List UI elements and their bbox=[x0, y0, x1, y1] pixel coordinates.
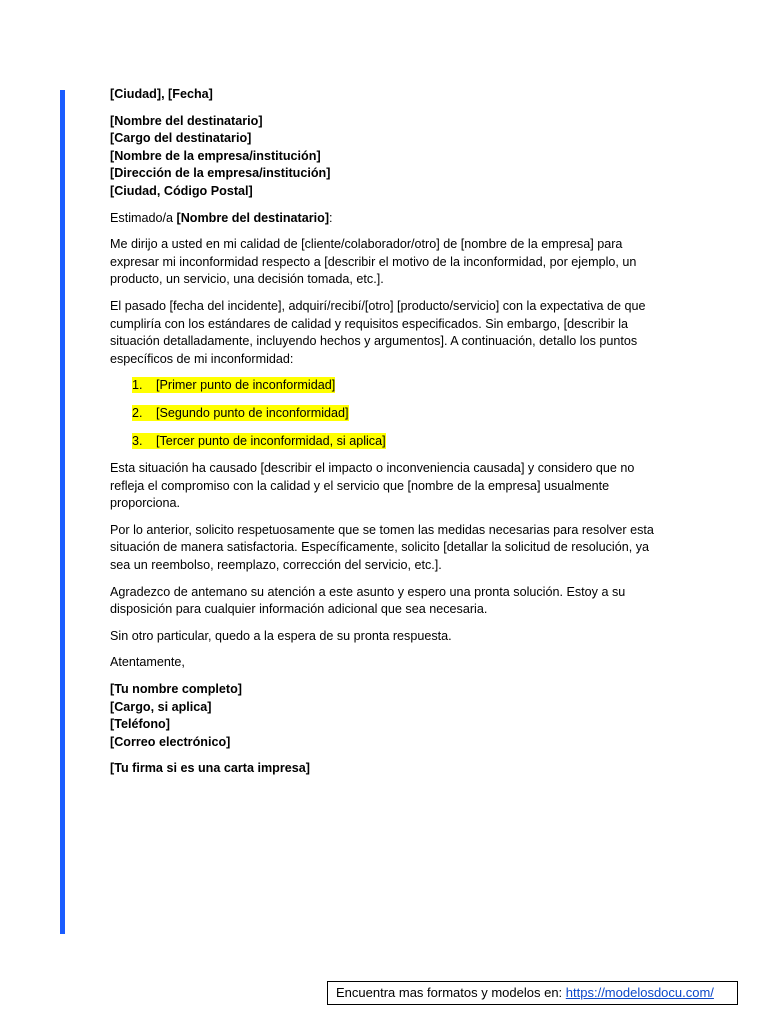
list-number: 3. bbox=[132, 433, 143, 448]
recipient-block bbox=[110, 113, 655, 201]
signature-title: [Cargo, si aplica] bbox=[110, 699, 212, 714]
footer-banner bbox=[327, 981, 738, 1005]
paragraph-intro: Me dirijo a usted en mi calidad de [cliente/colaborador/otro] de [nombre de la empresa] para expresar mi inconformidad respecto a [describir el motivo de la inconformidad, por ejemplo, un producto, un servicio, una decisión tomada, etc.]. bbox=[110, 237, 637, 287]
highlighted-point bbox=[132, 405, 349, 421]
place-date: [Ciudad], [Fecha] bbox=[110, 87, 213, 101]
footer-text: Encuentra mas formatos y modelos en: bbox=[336, 985, 566, 1000]
list-text: [Tercer punto de inconformidad, si aplica] bbox=[156, 433, 386, 448]
signature-phone: [Teléfono] bbox=[110, 717, 170, 732]
salutation bbox=[110, 210, 655, 228]
highlighted-point bbox=[132, 377, 335, 393]
recipient-city: [Ciudad, Código Postal] bbox=[110, 183, 253, 198]
paragraph-incident: El pasado [fecha del incidente], adquirí/recibí/[otro] [producto/servicio] con la expectativa de que cumpliría con los estándares de calidad y requisitos especificados. Sin embargo, [describir la situación detalladamente, incluyendo hechos y argumentos]. A continuación, detallo los puntos específicos de mi inconformidad: bbox=[110, 298, 646, 366]
list-item bbox=[132, 405, 655, 423]
recipient-name: [Nombre del destinatario] bbox=[110, 113, 263, 128]
salutation-suffix: : bbox=[329, 210, 333, 225]
signature-name: [Tu nombre completo] bbox=[110, 682, 242, 697]
closing: Atentamente, bbox=[110, 655, 185, 670]
recipient-company: [Nombre de la empresa/institución] bbox=[110, 148, 321, 163]
signature-email: [Correo electrónico] bbox=[110, 734, 231, 749]
paragraph-thanks: Agradezco de antemano su atención a este asunto y espero una pronta solución. Estoy a su disposición para cualquier información adicional que sea necesaria. bbox=[110, 584, 626, 617]
signature-note: [Tu firma si es una carta impresa] bbox=[110, 761, 310, 776]
list-text: [Primer punto de inconformidad] bbox=[156, 378, 336, 393]
letter-body bbox=[110, 86, 655, 787]
salutation-prefix: Estimado/a bbox=[110, 210, 177, 225]
paragraph-request: Por lo anterior, solicito respetuosamente que se tomen las medidas necesarias para resolver esta situación de manera satisfactoria. Específicamente, solicito [detallar la solicitud de resolución, ya sea un reembolso, reemplazo, corrección del servicio, etc.]. bbox=[110, 522, 654, 573]
paragraph-waiting: Sin otro particular, quedo a la espera de su pronta respuesta. bbox=[110, 628, 452, 643]
salutation-name: [Nombre del destinatario] bbox=[176, 210, 330, 225]
footer-link[interactable]: https://modelosdocu.com/ bbox=[565, 985, 714, 1000]
list-number: 2. bbox=[132, 405, 143, 420]
list-number: 1. bbox=[132, 378, 143, 393]
paragraph-impact: Esta situación ha causado [describir el impacto o inconveniencia causada] y considero que no refleja el compromiso con la calidad y el servicio que [nombre de la empresa] usualmente proporciona. bbox=[110, 461, 635, 511]
recipient-address: [Dirección de la empresa/institución] bbox=[110, 166, 331, 181]
list-item bbox=[132, 377, 655, 395]
list-item bbox=[132, 433, 655, 451]
signature-block bbox=[110, 681, 655, 751]
accent-bar bbox=[60, 90, 65, 934]
list-text: [Segundo punto de inconformidad] bbox=[156, 405, 349, 420]
points-list bbox=[110, 377, 655, 450]
highlighted-point bbox=[132, 433, 386, 449]
recipient-title: [Cargo del destinatario] bbox=[110, 131, 252, 146]
